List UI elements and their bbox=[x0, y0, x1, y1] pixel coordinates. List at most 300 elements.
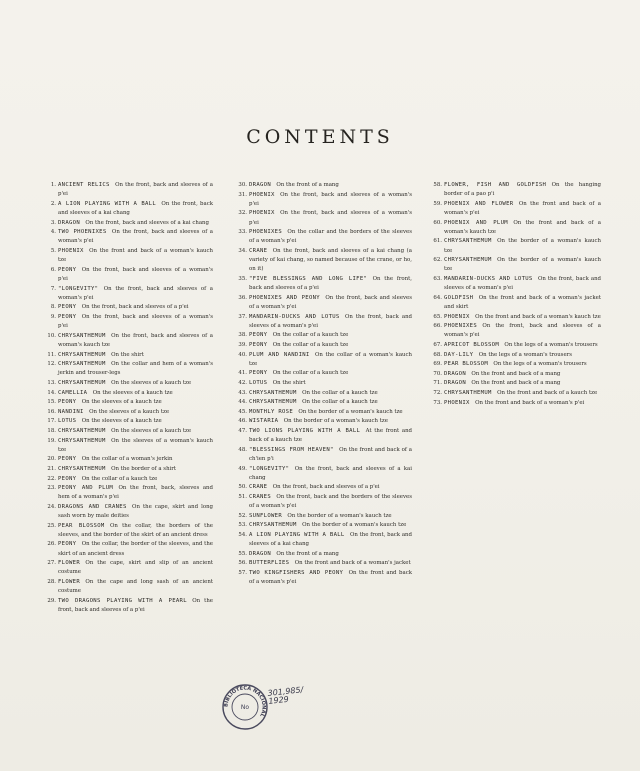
entry-title: PEONY bbox=[58, 313, 77, 320]
entry-description: On the collar and the borders of the sleeves of a woman's p'ei bbox=[249, 229, 412, 245]
entry-title: CHRYSANTHEMUM bbox=[444, 389, 492, 396]
entry-number: 73. bbox=[433, 399, 442, 406]
entry-description: On the front, back and sleeves of a woman's p'ei bbox=[444, 323, 601, 339]
entry-description: On the front and back of a woman's kauch tze bbox=[475, 313, 601, 320]
contents-entry bbox=[236, 369, 412, 378]
entry-title: MANDARIN-DUCKS AND LOTUS bbox=[444, 275, 533, 282]
entry-description: On the collar of a kauch tze bbox=[302, 389, 378, 396]
entry-description: On the collar, the borders of the sleeves, and the border of the skirt of an ancient dress bbox=[58, 522, 213, 538]
entry-description: On the front and back of a woman's jacket bbox=[294, 560, 411, 567]
contents-column-3 bbox=[431, 181, 601, 408]
contents-entry bbox=[236, 191, 412, 209]
contents-entry bbox=[45, 360, 213, 378]
entry-number: 47. bbox=[238, 427, 247, 434]
contents-entry bbox=[45, 219, 213, 228]
entry-number: 4. bbox=[50, 229, 56, 236]
entry-title: GOLDFISH bbox=[444, 294, 474, 301]
entry-title: ANCIENT RELICS bbox=[58, 182, 110, 188]
contents-entry bbox=[236, 228, 412, 246]
entry-title: PHOENIX bbox=[444, 399, 470, 406]
entry-description: On the front, back and sleeves of a woman's p'ei bbox=[58, 285, 213, 301]
entry-description: On the front, back and sleeves of a woman's kauch tze bbox=[58, 332, 213, 348]
entry-number: 6. bbox=[50, 266, 56, 273]
entry-description: On the border of a woman's kauch tze bbox=[444, 257, 601, 273]
contents-entry bbox=[45, 455, 213, 464]
entry-description: On the front of a mang bbox=[276, 550, 339, 557]
entry-description: At the front and back of a kauch tze bbox=[249, 427, 412, 444]
entry-number: 36. bbox=[238, 294, 247, 301]
entry-title: PHOENIX bbox=[249, 210, 275, 217]
entry-title: BUTTERFLIES bbox=[249, 560, 290, 567]
entry-number: 46. bbox=[238, 418, 247, 425]
entry-description: On the border of a woman's kauch tze bbox=[287, 512, 392, 519]
contents-entry bbox=[236, 398, 412, 407]
contents-entry bbox=[236, 379, 412, 388]
entry-title: PHOENIXES bbox=[249, 229, 283, 236]
entry-title: TWO PHOENIXES bbox=[58, 229, 107, 236]
entry-description: On the hanging border of a pao p'i bbox=[444, 182, 601, 198]
contents-entry bbox=[236, 427, 412, 445]
entry-description: On the front, back and sleeves of a woman's p'ei bbox=[58, 229, 213, 245]
entry-description: On the front and back of a woman's p'ei bbox=[475, 399, 585, 406]
entry-description: On the legs of a woman's trousers bbox=[493, 361, 587, 368]
contents-entry bbox=[45, 247, 213, 265]
contents-entry bbox=[431, 322, 601, 340]
contents-entry bbox=[431, 294, 601, 312]
entry-number: 18. bbox=[47, 427, 56, 434]
entry-title: TWO LIONS PLAYING WITH A BALL bbox=[249, 427, 361, 434]
entry-title: TWO KINGFISHERS AND PEONY bbox=[249, 569, 344, 576]
entry-title: PHOENIXES AND PEONY bbox=[249, 294, 320, 301]
entry-description: On the front, back and sleeves of a woman's p'ei bbox=[249, 294, 413, 310]
entry-number: 37. bbox=[238, 313, 247, 320]
entry-number: 67. bbox=[433, 341, 442, 348]
entry-title: DRAGON bbox=[249, 550, 272, 557]
entry-title: PEONY bbox=[249, 370, 268, 377]
entry-description: On the front, back and the borders of the sleeves of a woman's p'ei bbox=[249, 493, 412, 510]
entry-number: 72. bbox=[433, 389, 442, 396]
contents-entry bbox=[45, 540, 213, 558]
contents-column-1 bbox=[45, 181, 213, 616]
entry-description: On the front, back and sleeves of a woman's p'ei bbox=[444, 275, 601, 292]
entry-number: 62. bbox=[433, 257, 442, 264]
entry-description: On the front, back and sleeves of a p'ei bbox=[58, 182, 213, 198]
entry-title: PEONY bbox=[58, 456, 77, 463]
contents-entry bbox=[236, 209, 412, 227]
entry-number: 38. bbox=[238, 332, 247, 339]
entry-number: 52. bbox=[238, 512, 247, 519]
entry-number: 26. bbox=[47, 541, 56, 548]
entry-number: 57. bbox=[238, 569, 247, 576]
contents-entry bbox=[431, 399, 601, 408]
contents-entry bbox=[236, 331, 412, 340]
entry-description: On the shirt bbox=[272, 379, 306, 386]
contents-entry bbox=[45, 559, 213, 577]
contents-entry bbox=[236, 351, 412, 369]
entry-title: CHRYSANTHEMUM bbox=[249, 522, 297, 529]
entry-description: On the front, back and sleeves of a woman's p'ei bbox=[58, 313, 213, 330]
contents-entry bbox=[45, 484, 213, 502]
contents-entry bbox=[45, 266, 213, 284]
handwritten-line-2: 1929 bbox=[267, 694, 290, 706]
contents-entry bbox=[236, 417, 412, 426]
contents-entry bbox=[45, 597, 213, 615]
contents-entry bbox=[431, 275, 601, 293]
entry-number: 33. bbox=[238, 229, 247, 236]
contents-entry bbox=[236, 559, 412, 568]
entry-description: On the front, back and sleeves of a kai chang bbox=[249, 531, 412, 548]
entry-title: "LONGEVITY" bbox=[58, 285, 99, 292]
entry-description: On the sleeves of a kauch tze bbox=[81, 418, 162, 425]
entry-title: "BLESSINGS FROM HEAVEN" bbox=[249, 446, 334, 453]
contents-entry bbox=[45, 475, 213, 484]
entry-number: 8. bbox=[50, 304, 56, 311]
stamp-ring-text: BIBLIOTECA NACIONAL bbox=[223, 685, 267, 718]
entry-number: 19. bbox=[47, 437, 56, 444]
entry-description: On the front, back and sleeves of a p'ei bbox=[58, 597, 213, 614]
contents-entry bbox=[45, 417, 213, 426]
entry-title: TWO DRAGONS PLAYING WITH A PEARL bbox=[58, 597, 187, 604]
entry-title: "FIVE BLESSINGS AND LONG LIFE" bbox=[249, 275, 368, 282]
entry-description: On the sleeves of a kauch tze bbox=[111, 427, 192, 434]
entry-title: CHRYSANTHEMUM bbox=[58, 361, 106, 368]
contents-entry bbox=[236, 550, 412, 559]
entry-title: CAMELLIA bbox=[58, 389, 88, 396]
entry-title: PHOENIX bbox=[444, 313, 470, 320]
entry-description: On the front and back of a mang bbox=[471, 380, 561, 387]
contents-column-2 bbox=[236, 181, 412, 588]
entry-number: 71. bbox=[433, 380, 442, 387]
entry-number: 17. bbox=[47, 418, 56, 425]
contents-entry bbox=[45, 522, 213, 540]
contents-entry bbox=[45, 379, 213, 388]
entry-description: On the cape, skirt and long sash worn by male deities bbox=[58, 503, 213, 520]
handwritten-line-1: 301,985/ bbox=[267, 685, 304, 698]
entry-number: 22. bbox=[47, 475, 56, 482]
entry-number: 45. bbox=[238, 408, 247, 415]
entry-number: 9. bbox=[50, 313, 56, 320]
entry-title: PHOENIX bbox=[249, 191, 275, 198]
entry-description: On the front, back and sleeves of a kai chang bbox=[249, 465, 412, 481]
entry-number: 59. bbox=[433, 200, 442, 207]
entry-description: On the front, back and sleeves of a kai chang bbox=[58, 200, 213, 216]
entry-description: On the sleeves of a woman's kauch tze bbox=[58, 437, 213, 453]
contents-entry bbox=[236, 275, 412, 293]
handwritten-number bbox=[267, 686, 304, 706]
entry-description: On the collar of a kauch tze bbox=[272, 370, 349, 377]
contents-entry bbox=[236, 294, 412, 312]
entry-title: DRAGON bbox=[444, 380, 467, 387]
entry-description: On the collar of a woman's jerkin bbox=[81, 456, 173, 463]
entry-number: 35. bbox=[238, 275, 247, 282]
entry-title: MONTHLY ROSE bbox=[249, 408, 294, 415]
stamp-center-text: No bbox=[240, 704, 250, 711]
contents-entry bbox=[236, 512, 412, 521]
entry-number: 55. bbox=[238, 550, 247, 557]
entry-title: CHRYSANTHEMUM bbox=[58, 465, 106, 472]
entry-description: On the legs of a woman's trousers bbox=[504, 341, 598, 348]
entry-number: 42. bbox=[238, 379, 247, 386]
entry-title: LOTUS bbox=[249, 379, 268, 386]
entry-number: 61. bbox=[433, 238, 442, 245]
entry-title: DRAGON bbox=[249, 182, 272, 188]
entry-description: On the sleeves of a kauch tze bbox=[89, 408, 170, 415]
entry-title: CHRYSANTHEMUM bbox=[249, 389, 297, 396]
entry-number: 34. bbox=[238, 247, 247, 254]
entry-description: On the front and back of a woman's kauch tze bbox=[58, 247, 213, 264]
entry-title: CHRYSANTHEMUM bbox=[58, 427, 106, 434]
contents-entry bbox=[431, 313, 601, 322]
contents-entry bbox=[45, 332, 213, 350]
entry-title: FLOWER, FISH AND GOLDFISH bbox=[444, 182, 547, 188]
entry-title: "LONGEVITY" bbox=[249, 465, 290, 472]
entry-title: APRICOT BLOSSOM bbox=[444, 341, 500, 348]
entry-number: 50. bbox=[238, 484, 247, 491]
contents-entry bbox=[45, 285, 213, 303]
contents-entry bbox=[45, 181, 213, 199]
entry-title: PHOENIXES bbox=[444, 323, 478, 330]
contents-entry bbox=[431, 181, 601, 199]
contents-entry bbox=[236, 569, 412, 587]
entry-number: 27. bbox=[47, 560, 56, 567]
contents-entry bbox=[431, 360, 601, 369]
entry-title: A LION PLAYING WITH A BALL bbox=[58, 200, 157, 207]
entry-description: On the front, back and sleeves of a woman's p'ei bbox=[249, 191, 412, 207]
entry-number: 51. bbox=[238, 493, 247, 500]
entry-description: On the collar of a woman's kauch tze bbox=[249, 351, 412, 367]
entry-title: CHRYSANTHEMUM bbox=[58, 332, 106, 339]
contents-entry bbox=[45, 200, 213, 218]
entry-number: 63. bbox=[433, 275, 442, 282]
entry-description: On the front, back, sleeves and hem of a woman's p'ei bbox=[58, 485, 213, 501]
contents-entry bbox=[236, 521, 412, 530]
entry-title: CHRYSANTHEMUM bbox=[58, 437, 106, 444]
contents-entry bbox=[431, 389, 601, 398]
entry-title: PEAR BLOSSOM bbox=[444, 361, 489, 368]
contents-entry bbox=[45, 408, 213, 417]
entry-title: CRANE bbox=[249, 247, 268, 254]
entry-description: On the front, back and sleeves of a p'ei bbox=[249, 275, 412, 292]
entry-description: On the front, back and sleeves of a p'ei bbox=[81, 304, 189, 311]
entry-description: On the front and back of a woman's p'ei bbox=[444, 200, 601, 216]
entry-description: On the front, back and sleeves of a woman's p'ei bbox=[249, 210, 412, 226]
entry-number: 70. bbox=[433, 370, 442, 377]
contents-entry bbox=[45, 437, 213, 455]
entry-number: 54. bbox=[238, 531, 247, 538]
contents-entry bbox=[236, 531, 412, 549]
contents-entry bbox=[236, 247, 412, 275]
contents-entry bbox=[45, 427, 213, 436]
library-stamp bbox=[221, 683, 269, 731]
contents-entry bbox=[45, 303, 213, 312]
entry-number: 69. bbox=[433, 361, 442, 368]
entry-description: On the legs of a woman's trousers bbox=[478, 351, 572, 358]
entry-description: On the sleeves of a kauch tze bbox=[81, 399, 162, 406]
entry-number: 32. bbox=[238, 210, 247, 217]
entry-number: 60. bbox=[433, 219, 442, 226]
contents-entry bbox=[236, 313, 412, 331]
entry-number: 68. bbox=[433, 351, 442, 358]
entry-number: 11. bbox=[47, 351, 56, 358]
contents-entry bbox=[431, 256, 601, 274]
entry-title: PEONY bbox=[249, 332, 268, 339]
contents-entry bbox=[431, 237, 601, 255]
contents-entry bbox=[236, 465, 412, 483]
entry-number: 21. bbox=[47, 465, 56, 472]
entry-title: A LION PLAYING WITH A BALL bbox=[249, 531, 345, 538]
contents-entry bbox=[45, 351, 213, 360]
entry-number: 13. bbox=[47, 379, 56, 386]
entry-number: 48. bbox=[238, 446, 247, 453]
entry-description: On the front and back of a mang bbox=[471, 370, 561, 377]
contents-entry bbox=[45, 313, 213, 331]
entry-title: SUNFLOWER bbox=[249, 512, 283, 519]
entry-title: PEONY bbox=[58, 304, 77, 311]
entry-number: 20. bbox=[47, 456, 56, 463]
entry-number: 53. bbox=[238, 522, 247, 529]
page-title: CONTENTS bbox=[246, 125, 394, 148]
entry-title: PEONY bbox=[58, 475, 77, 482]
entry-number: 3. bbox=[50, 219, 56, 226]
entry-number: 29. bbox=[47, 597, 56, 604]
entry-title: PHOENIX AND PLUM bbox=[444, 219, 508, 226]
entry-title: CHRYSANTHEMUM bbox=[58, 351, 106, 358]
entry-description: On the cape, skirt and slip of an ancient costume bbox=[58, 560, 213, 576]
entry-title: DRAGON bbox=[444, 370, 467, 377]
entry-title: DRAGON bbox=[58, 219, 81, 226]
contents-entry bbox=[236, 483, 412, 492]
entry-description: On the shirt bbox=[111, 351, 144, 358]
entry-number: 12. bbox=[47, 361, 56, 368]
entry-number: 28. bbox=[47, 579, 56, 586]
entry-number: 56. bbox=[238, 560, 247, 567]
contents-entry bbox=[45, 465, 213, 474]
entry-description: On the sleeves of a kauch tze bbox=[111, 379, 192, 386]
entry-number: 16. bbox=[47, 408, 56, 415]
entry-number: 7. bbox=[50, 285, 56, 292]
entry-title: DRAGONS AND CRANES bbox=[58, 503, 127, 510]
entry-number: 49. bbox=[238, 465, 247, 472]
entry-number: 64. bbox=[433, 294, 442, 301]
entry-number: 2. bbox=[50, 200, 56, 207]
entry-description: On the border of a woman's kauch tze bbox=[283, 418, 388, 425]
entry-title: NANDINI bbox=[58, 408, 84, 415]
entry-title: PEONY bbox=[58, 399, 77, 406]
entry-number: 15. bbox=[47, 399, 56, 406]
contents-entry bbox=[431, 219, 601, 237]
entry-title: WISTARIA bbox=[249, 418, 279, 425]
entry-description: On the front, back and sleeves of a woman's p'ei bbox=[249, 313, 412, 329]
entry-title: DAY-LILY bbox=[444, 351, 474, 358]
entry-title: FLOWER bbox=[58, 560, 81, 567]
entry-title: PEONY AND PLUM bbox=[58, 485, 114, 492]
entry-description: On the front and back of a woman's jacket and skirt bbox=[444, 294, 601, 310]
entry-number: 30. bbox=[238, 182, 247, 188]
entry-title: CHRYSANTHEMUM bbox=[444, 257, 492, 264]
contents-entry bbox=[45, 398, 213, 407]
entry-description: On the front and back of a woman's kauch tze bbox=[444, 219, 602, 235]
contents-entry bbox=[431, 341, 601, 350]
entry-title: MANDARIN-DUCKS AND LOTUS bbox=[249, 313, 340, 320]
entry-number: 66. bbox=[433, 323, 442, 330]
entry-title: PEAR BLOSSOM bbox=[58, 522, 105, 529]
entry-number: 41. bbox=[238, 370, 247, 377]
entry-title: CRANES bbox=[249, 493, 272, 500]
contents-entry bbox=[45, 503, 213, 521]
contents-entry bbox=[236, 446, 412, 464]
entry-number: 58. bbox=[433, 182, 442, 188]
entry-title: CHRYSANTHEMUM bbox=[444, 238, 492, 245]
entry-description: On the collar of a kauch tze bbox=[272, 332, 349, 339]
entry-description: On the front of a mang bbox=[276, 182, 339, 188]
entry-number: 39. bbox=[238, 341, 247, 348]
contents-entry bbox=[45, 578, 213, 596]
entry-title: PEONY bbox=[58, 266, 77, 273]
entry-description: On the front, back and sleeves of a kai chang (a variety of kai chang, so named because of the crane, or ho, on it) bbox=[249, 247, 412, 273]
contents-entry bbox=[236, 408, 412, 417]
entry-title: CHRYSANTHEMUM bbox=[58, 379, 106, 386]
entry-description: On the front, back and sleeves of a kai chang bbox=[85, 219, 209, 226]
contents-entry bbox=[236, 341, 412, 350]
entry-description: On the border of a shirt bbox=[111, 465, 177, 472]
entry-number: 24. bbox=[47, 503, 56, 510]
entry-number: 5. bbox=[50, 247, 56, 254]
entry-number: 25. bbox=[47, 522, 56, 529]
contents-entry bbox=[45, 228, 213, 246]
contents-entry bbox=[45, 389, 213, 398]
entry-number: 1. bbox=[50, 182, 56, 188]
entry-title: PEONY bbox=[58, 541, 77, 548]
entry-description: On the front, back and sleeves of a p'ei bbox=[272, 484, 380, 491]
entry-number: 44. bbox=[238, 399, 247, 406]
contents-entry bbox=[236, 389, 412, 398]
entry-title: LOTUS bbox=[58, 418, 77, 425]
entry-description: On the front, back and sleeves of a woman's p'ei bbox=[58, 266, 213, 282]
entry-description: On the collar of a kauch tze bbox=[81, 475, 158, 482]
entry-number: 10. bbox=[47, 332, 56, 339]
entry-description: On the collar and hem of a woman's jerkin and trouser-legs bbox=[58, 361, 213, 377]
entry-number: 65. bbox=[433, 313, 442, 320]
entry-description: On the border of a woman's kauch tze bbox=[444, 238, 601, 254]
contents-entry bbox=[431, 379, 601, 388]
entry-description: On the front and back of a ch'ien p'i bbox=[249, 446, 412, 462]
entry-title: PLUM AND NANDINI bbox=[249, 351, 310, 358]
entry-description: On the collar of a kauch tze bbox=[272, 341, 349, 348]
entry-description: On the front and back of a woman's p'ei bbox=[249, 569, 412, 586]
entry-description: On the collar of a kauch tze bbox=[302, 399, 378, 406]
entry-number: 40. bbox=[238, 351, 247, 358]
entry-number: 31. bbox=[238, 191, 247, 198]
entry-title: FLOWER bbox=[58, 579, 81, 586]
entry-title: PHOENIX AND FLOWER bbox=[444, 200, 514, 207]
entry-description: On the front and back of a kauch tze bbox=[497, 389, 598, 396]
entry-title: PEONY bbox=[249, 341, 268, 348]
entry-description: On the border of a woman's kauch tze bbox=[302, 522, 407, 529]
entry-number: 23. bbox=[47, 485, 56, 492]
entry-title: CRANE bbox=[249, 484, 268, 491]
contents-entry bbox=[431, 370, 601, 379]
contents-entry bbox=[431, 200, 601, 218]
entry-description: On the cape and long sash of an ancient costume bbox=[58, 579, 213, 595]
contents-entry bbox=[236, 181, 412, 190]
entry-title: PHOENIX bbox=[58, 247, 84, 254]
contents-entry bbox=[431, 351, 601, 360]
entry-number: 14. bbox=[47, 389, 56, 396]
entry-description: On the sleeves of a kauch tze bbox=[92, 389, 173, 396]
contents-entry bbox=[236, 493, 412, 511]
entry-description: On the border of a woman's kauch tze bbox=[298, 408, 403, 415]
entry-description: On the collar, the border of the sleeves, and the skirt of an ancient dress bbox=[58, 541, 213, 557]
